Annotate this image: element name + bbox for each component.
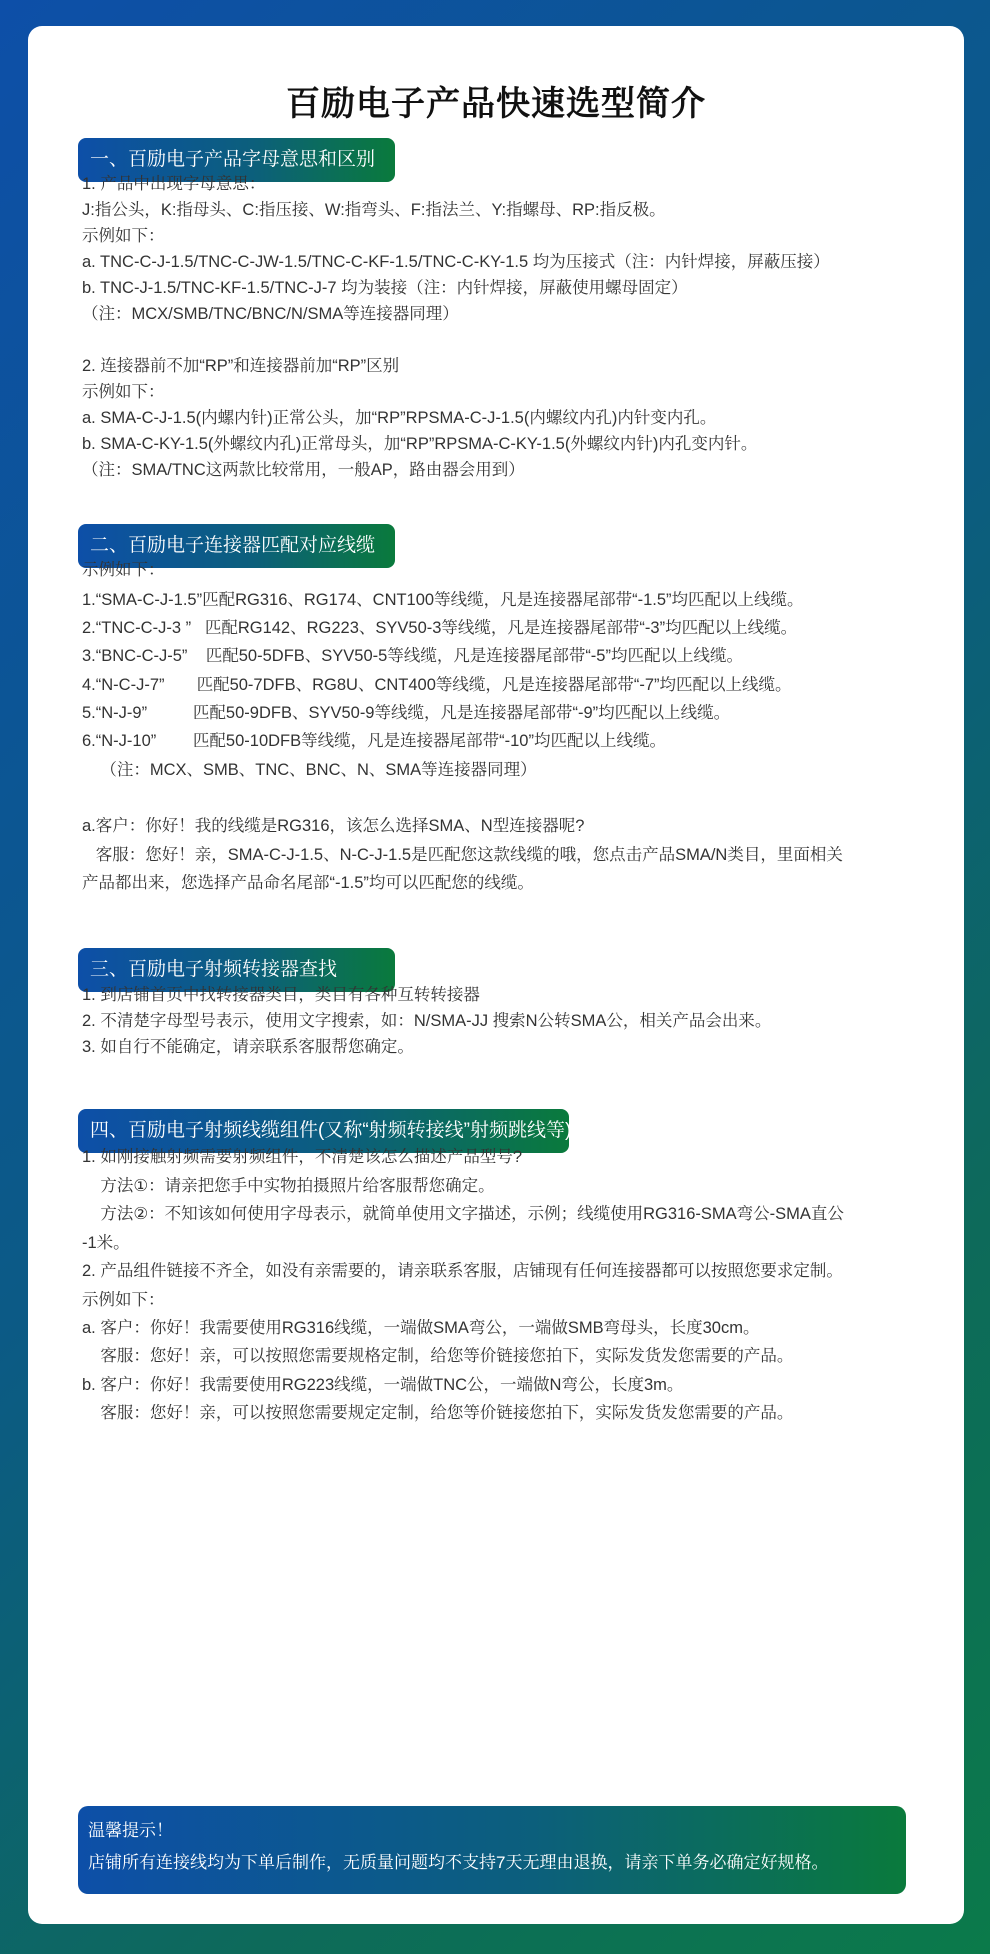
text-line: （注：MCX、SMB、TNC、BNC、N、SMA等连接器同理） [82,761,537,779]
text-line: 1.“SMA-C-J-1.5”匹配RG316、RG174、CNT100等线缆，凡是连接器尾部带“-1.5”均匹配以上线缆。 [82,591,804,609]
text-line: 客服：您好！亲，可以按照您需要规格定制，给您等价链接您拍下，实际发货发您需要的产品。 [82,1347,794,1365]
text-line: 4.“N-C-J-7” 匹配50-7DFB、RG8U、CNT400等线缆，凡是连接器尾部带“-7”均匹配以上线缆。 [82,676,792,694]
text-line: a. 客户：你好！我需要使用RG316线缆，一端做SMA弯公，一端做SMB弯母头，长度30cm。 [82,1319,760,1337]
text-line: （注：MCX/SMB/TNC/BNC/N/SMA等连接器同理） [82,305,459,323]
text-line: 示例如下： [82,1291,165,1309]
text-line: a. SMA-C-J-1.5(内螺内针)正常公头，加“RP”RPSMA-C-J-1.5(内螺纹内孔)内针变内孔。 [82,409,717,427]
text-line: 示例如下： [82,383,165,401]
section-header-letters: 一、百励电子产品字母意思和区别 [78,138,395,182]
text-line: J:指公头，K:指母头、C:指压接、W:指弯头、F:指法兰、Y:指螺母、RP:指反极。 [82,201,666,219]
section-header-assemblies: 四、百励电子射频线缆组件(又称“射频转接线”射频跳线等) [78,1109,569,1153]
text-line: 3. 如自行不能确定，请亲联系客服帮您确定。 [82,1038,414,1056]
text-line: 5.“N-J-9” 匹配50-9DFB、SYV50-9等线缆，凡是连接器尾部带“-9”均匹配以上线缆。 [82,704,731,722]
tip-body: 店铺所有连接线均为下单后制作，无质量问题均不支持7天无理由退换，请亲下单务必确定好规格。 [88,1853,829,1872]
text-line: b. 客户：你好！我需要使用RG223线缆，一端做TNC公，一端做N弯公，长度3m。 [82,1376,684,1394]
page-title: 百励电子产品快速选型简介 [286,85,706,123]
text-line: 产品都出来，您选择产品命名尾部“-1.5”均可以匹配您的线缆。 [82,874,534,892]
text-line: 1. 到店铺首页中找转接器类目，类目有各种互转转接器 [82,986,480,1004]
text-line: 方法②：不知该如何使用字母表示，就简单使用文字描述，示例；线缆使用RG316-SMA弯公-SMA直公 [82,1205,844,1223]
text-line: a.客户：你好！我的线缆是RG316，该怎么选择SMA、N型连接器呢? [82,817,585,835]
warm-tip-box [78,1806,906,1894]
tip-title: 温馨提示！ [88,1821,173,1840]
text-line: 2. 不清楚字母型号表示，使用文字搜索，如：N/SMA-JJ 搜索N公转SMA公，相关产品会出来。 [82,1012,772,1030]
text-line: 1. 如刚接触射频需要射频组件，不清楚该怎么描述产品型号? [82,1148,523,1166]
content-card [28,26,964,1924]
text-line: 3.“BNC-C-J-5” 匹配50-5DFB、SYV50-5等线缆，凡是连接器尾部带“-5”均匹配以上线缆。 [82,647,743,665]
text-line: 6.“N-J-10” 匹配50-10DFB等线缆，凡是连接器尾部带“-10”均匹配以上线缆。 [82,732,666,750]
text-line: 2.“TNC-C-J-3 ” 匹配RG142、RG223、SYV50-3等线缆，凡是连接器尾部带“-3”均匹配以上线缆。 [82,619,798,637]
text-line: 客服：您好！亲，SMA-C-J-1.5、N-C-J-1.5是匹配您这款线缆的哦，您点击产品SMA/N类目，里面相关 [82,846,843,864]
text-line: 客服：您好！亲，可以按照您需要规定定制，给您等价链接您拍下，实际发货发您需要的产品。 [82,1404,794,1422]
text-line: 示例如下： [82,227,165,245]
section-header-cables: 二、百励电子连接器匹配对应线缆 [78,524,395,568]
text-line: 示例如下： [82,561,165,579]
text-line: b. SMA-C-KY-1.5(外螺纹内孔)正常母头，加“RP”RPSMA-C-KY-1.5(外螺纹内针)内孔变内针。 [82,435,758,453]
text-line: 1. 产品中出现字母意思： [82,175,266,193]
text-line: b. TNC-J-1.5/TNC-KF-1.5/TNC-J-7 均为装接（注：内针焊接，屏蔽使用螺母固定） [82,279,688,297]
text-line: 2. 连接器前不加“RP”和连接器前加“RP”区别 [82,357,400,375]
text-line: 2. 产品组件链接不齐全，如没有亲需要的，请亲联系客服，店铺现有任何连接器都可以按照您要求定制。 [82,1262,843,1280]
text-line: -1米。 [82,1234,130,1252]
text-line: （注：SMA/TNC这两款比较常用，一般AP，路由器会用到） [82,461,525,479]
section-header-adapters: 三、百励电子射频转接器查找 [78,948,395,992]
text-line: a. TNC-C-J-1.5/TNC-C-JW-1.5/TNC-C-KF-1.5/TNC-C-KY-1.5 均为压接式（注：内针焊接，屏蔽压接） [82,253,830,271]
text-line: 方法①：请亲把您手中实物拍摄照片给客服帮您确定。 [82,1177,495,1195]
